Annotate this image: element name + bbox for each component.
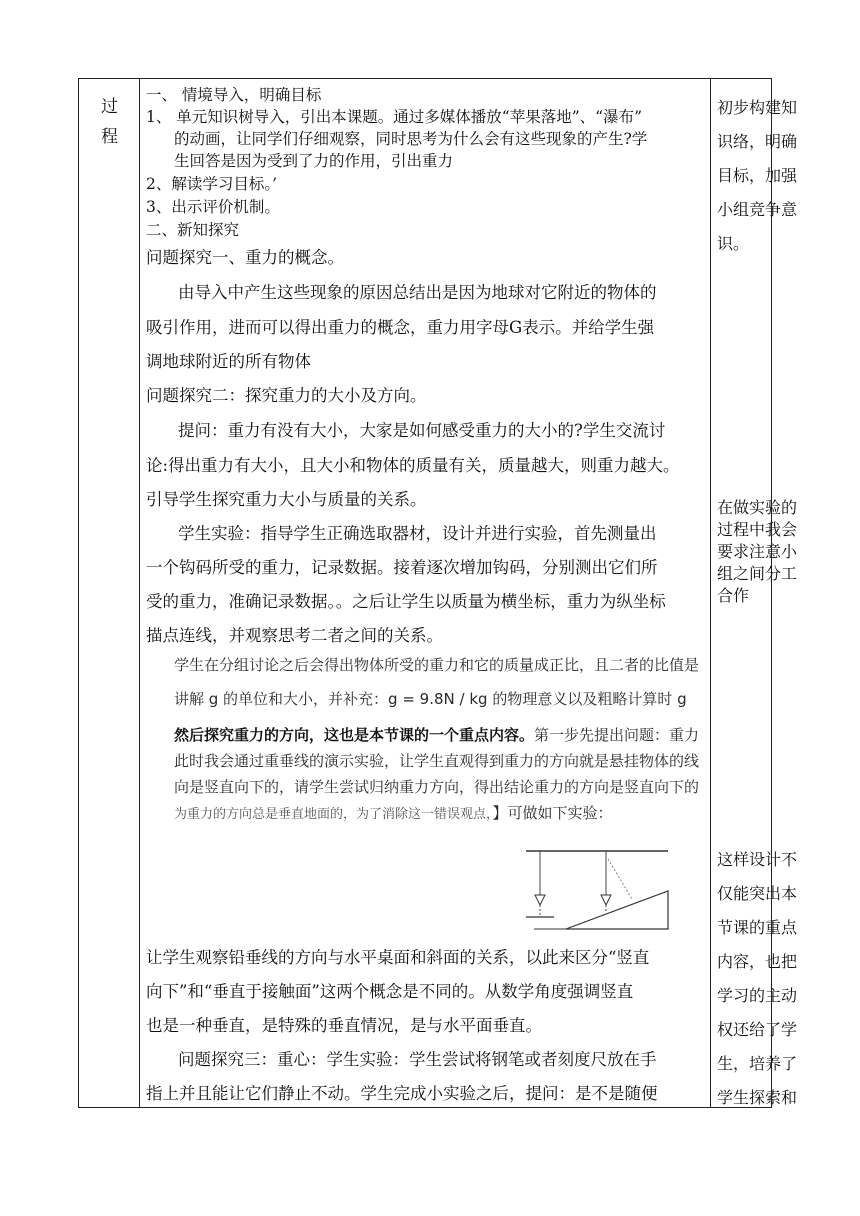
snippet-text: 】可做如下实验： [492, 804, 613, 822]
text-line: 指上并且能让它们静止不动。学生完成小实验之后，提问：是不是随便 [146, 1084, 658, 1103]
side-note-line: 合作 [717, 586, 750, 605]
section-title: 一、 情境导入，明确目标 [146, 86, 322, 104]
dashed-line [608, 859, 632, 899]
side-note-line: 小组竞争意 [717, 200, 798, 219]
side-note-line: 权还给了学 [717, 1020, 798, 1039]
snippet-line [174, 725, 699, 745]
snippet-line: 此时我会通过重垂线的演示实验，让学生直观得到重力的方向就是悬挂物体的线 [174, 752, 700, 770]
side-note-line: 学习的主动 [717, 986, 798, 1005]
side-note-line: 学生探索和 [717, 1088, 798, 1107]
snippet-text: 为重力的方向总是垂直地面的，为了消除这一错误观点， [174, 807, 493, 822]
design-notes-column [711, 79, 798, 1107]
text-line: 1、 单元知识树导入，引出本课题。通过多媒体播放“苹果落地”、“瀑布” [146, 108, 642, 126]
subsection-title: 问题探究一、重力的概念。 [146, 248, 344, 267]
text-line: 的动画，让同学们仔细观察，同时思考为什么会有这些现象的产生?学 [174, 130, 648, 148]
snippet-text: 第一步先提出问题：重力 [534, 726, 700, 744]
text-line: 生回答是因为受到了力的作用，引出重力 [174, 152, 454, 170]
side-note-line: 节课的重点 [717, 918, 798, 937]
side-note-line: 组之间分工 [717, 564, 798, 583]
lesson-plan-table [78, 78, 798, 1108]
side-note-line: 生，培养了 [717, 1054, 798, 1073]
side-note-line: 过程中我会 [717, 520, 798, 539]
text-line: 让学生观察铅垂线的方向与水平桌面和斜面的关系，以此来区分“竖直 [146, 948, 650, 967]
incline [566, 891, 668, 929]
text-line: 受的重力，准确记录数据。。之后让学生以质量为横坐标，重力为纵坐标 [146, 592, 666, 611]
plumb-bob-left [535, 895, 545, 905]
stage-label-char: 过 [101, 97, 118, 117]
side-note-line: 目标，加强 [717, 166, 798, 185]
text-line: 描点连线，并观察思考二者之间的关系。 [146, 626, 443, 645]
snippet-line: 讲解 g 的单位和大小，并补充：g = 9.8N / kg 的物理意义以及粗略计算时 g [174, 690, 687, 708]
side-note [717, 91, 798, 261]
snippet-bold-text: 然后探究重力的方向，这也是本节课的一个重点内容。 [174, 726, 535, 744]
side-note-line: 这样设计不 [717, 850, 798, 869]
text-line: 学生实验：指导学生正确选取器材，设计并进行实验，首先测量出 [178, 524, 657, 543]
side-note-line: 识。 [717, 234, 750, 253]
text-line: 调地球附近的所有物体 [146, 352, 311, 371]
side-note-line: 初步构建知 [717, 98, 798, 117]
snippet-line: 学生在分组讨论之后会得出物体所受的重力和它的质量成正比，且二者的比值是 [174, 656, 700, 674]
snippet-line [174, 803, 613, 825]
plumb-line-diagram [526, 843, 676, 933]
text-line: 2、解读学习目标。’ [146, 175, 278, 193]
text-line: 一个钩码所受的重力，记录数据。接着逐次增加钩码，分别测出它们所 [146, 558, 658, 577]
pasted-snippet [140, 647, 710, 837]
text-line: 由导入中产生这些现象的原因总结出是因为地球对它附近的物体的 [178, 283, 657, 302]
text-line: 引导学生探究重力大小与质量的关系。 [146, 490, 427, 509]
section-title: 二、新知探究 [146, 221, 240, 239]
side-note-line: 在做实验的 [717, 498, 798, 517]
text-line: 论:得出重力有大小，且大小和物体的质量有关，质量越大，则重力越大。 [146, 456, 680, 475]
side-note-line: 识络，明确 [717, 132, 798, 151]
plumb-bob-right [601, 895, 611, 905]
side-note [717, 497, 798, 607]
stage-label-column [79, 79, 139, 1107]
side-note [717, 843, 798, 1115]
text-line: 向下”和“垂直于接触面”这两个概念是不同的。从数学角度强调竖直 [146, 982, 634, 1001]
stage-label-char: 程 [101, 127, 118, 147]
subsection-title: 问题探究二：探究重力的大小及方向。 [146, 386, 427, 405]
text-line: 也是一种垂直，是特殊的垂直情况，是与水平面垂直。 [146, 1016, 542, 1035]
text-line: 3、出示评价机制。 [146, 198, 280, 216]
text-line: 吸引作用，进而可以得出重力的概念，重力用字母G表示。并给学生强 [146, 318, 655, 337]
process-content-column [140, 79, 710, 1107]
side-note-line: 要求注意小 [717, 542, 798, 561]
text-line: 提问：重力有没有大小，大家是如何感受重力的大小的?学生交流讨 [178, 421, 666, 440]
text-line: 问题探究三：重心：学生实验：学生尝试将钢笔或者刻度尺放在手 [178, 1050, 657, 1069]
side-note-line: 仅能突出本 [717, 884, 798, 903]
snippet-line: 向是竖直向下的，请学生尝试归纳重力方向，得出结论重力的方向是竖直向下的 [174, 778, 700, 796]
side-note-line: 内容，也把 [717, 952, 798, 971]
